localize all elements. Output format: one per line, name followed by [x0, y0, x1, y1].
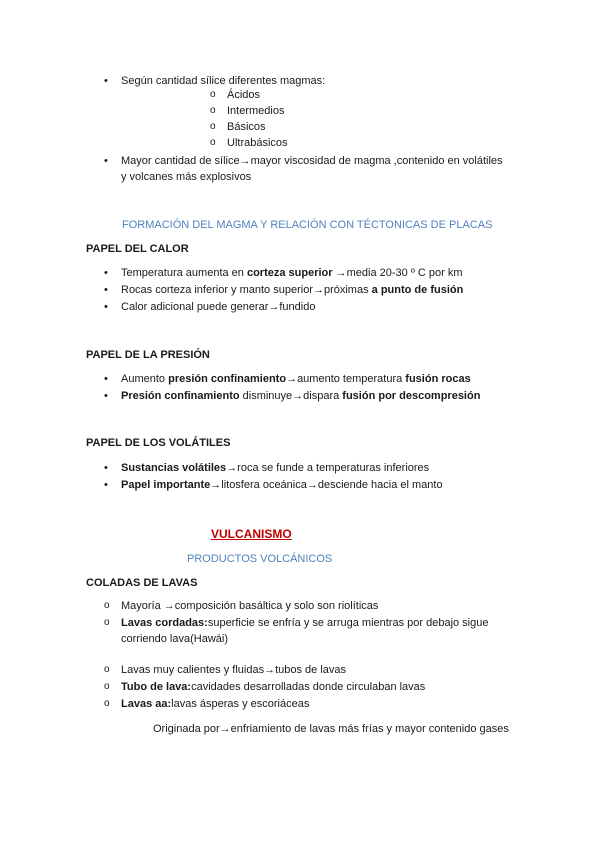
list-item: Lavas cordadas:superficie se enfría y se arruga mientras por debajo sigue — [121, 617, 489, 629]
sub-marker: o — [210, 89, 216, 100]
bullet-marker: • — [104, 479, 108, 491]
list-item-continuation: corriendo lava(Hawái) — [121, 633, 228, 645]
list-item-continuation: y volcanes más explosivos — [121, 171, 252, 183]
subsection-heading: PAPEL DEL CALOR — [86, 243, 189, 255]
list-item: Mayoría →composición basáltica y solo son riolíticas — [121, 600, 379, 612]
section-title: FORMACIÓN DEL MAGMA Y RELACIÓN CON TÉCTONICAS DE PLACAS — [122, 219, 493, 231]
list-item: Presión confinamiento disminuye→dispara fusión por descompresión — [121, 390, 481, 402]
bullet-marker: • — [104, 155, 108, 167]
note-text: Originada por→enfriamiento de lavas más frías y mayor contenido gases — [153, 723, 509, 735]
list-item: Sustancias volátiles→roca se funde a temperaturas inferiores — [121, 462, 430, 474]
chapter-title: VULCANISMO — [211, 527, 292, 541]
bullet-marker: • — [104, 373, 108, 385]
sub-item: Ultrabásicos — [227, 137, 288, 149]
list-item: Aumento presión confinamiento→aumento temperatura fusión rocas — [121, 373, 471, 385]
sub-marker: o — [210, 121, 216, 132]
bullet-marker: • — [104, 390, 108, 402]
bullet-marker: • — [104, 462, 108, 474]
sub-item: Básicos — [227, 121, 266, 133]
list-item: Según cantidad sílice diferentes magmas: — [121, 75, 326, 87]
chapter-subtitle: PRODUCTOS VOLCÁNICOS — [187, 553, 333, 565]
bullet-marker: • — [104, 284, 108, 296]
list-item: Temperatura aumenta en corteza superior →media 20-30 º C por km — [121, 267, 463, 279]
subsection-heading: PAPEL DE LA PRESIÓN — [86, 349, 210, 361]
subsection-heading: COLADAS DE LAVAS — [86, 577, 198, 589]
bullet-marker: • — [104, 75, 108, 87]
list-item: Papel importante→litosfera oceánica→desciende hacia el manto — [121, 479, 443, 491]
sub-marker: o — [210, 105, 216, 116]
sub-marker: o — [104, 600, 110, 611]
sub-marker: o — [104, 617, 110, 628]
list-item: Tubo de lava:cavidades desarrolladas donde circulaban lavas — [121, 681, 426, 693]
bullet-marker: • — [104, 267, 108, 279]
sub-marker: o — [104, 681, 110, 692]
list-item: Calor adicional puede generar→fundido — [121, 301, 316, 313]
sub-marker: o — [104, 698, 110, 709]
subsection-heading: PAPEL DE LOS VOLÁTILES — [86, 437, 231, 449]
list-item: Rocas corteza inferior y manto superior→próximas a punto de fusión — [121, 284, 464, 296]
sub-marker: o — [104, 664, 110, 675]
list-item: Lavas muy calientes y fluidas→tubos de lavas — [121, 664, 347, 676]
sub-item: Ácidos — [227, 89, 261, 101]
list-item: Mayor cantidad de sílice→mayor viscosidad de magma ,contenido en volátiles — [121, 155, 503, 167]
sub-marker: o — [210, 137, 216, 148]
bullet-marker: • — [104, 301, 108, 313]
sub-item: Intermedios — [227, 105, 285, 117]
list-item: Lavas aa:lavas ásperas y escoriáceas — [121, 698, 310, 710]
